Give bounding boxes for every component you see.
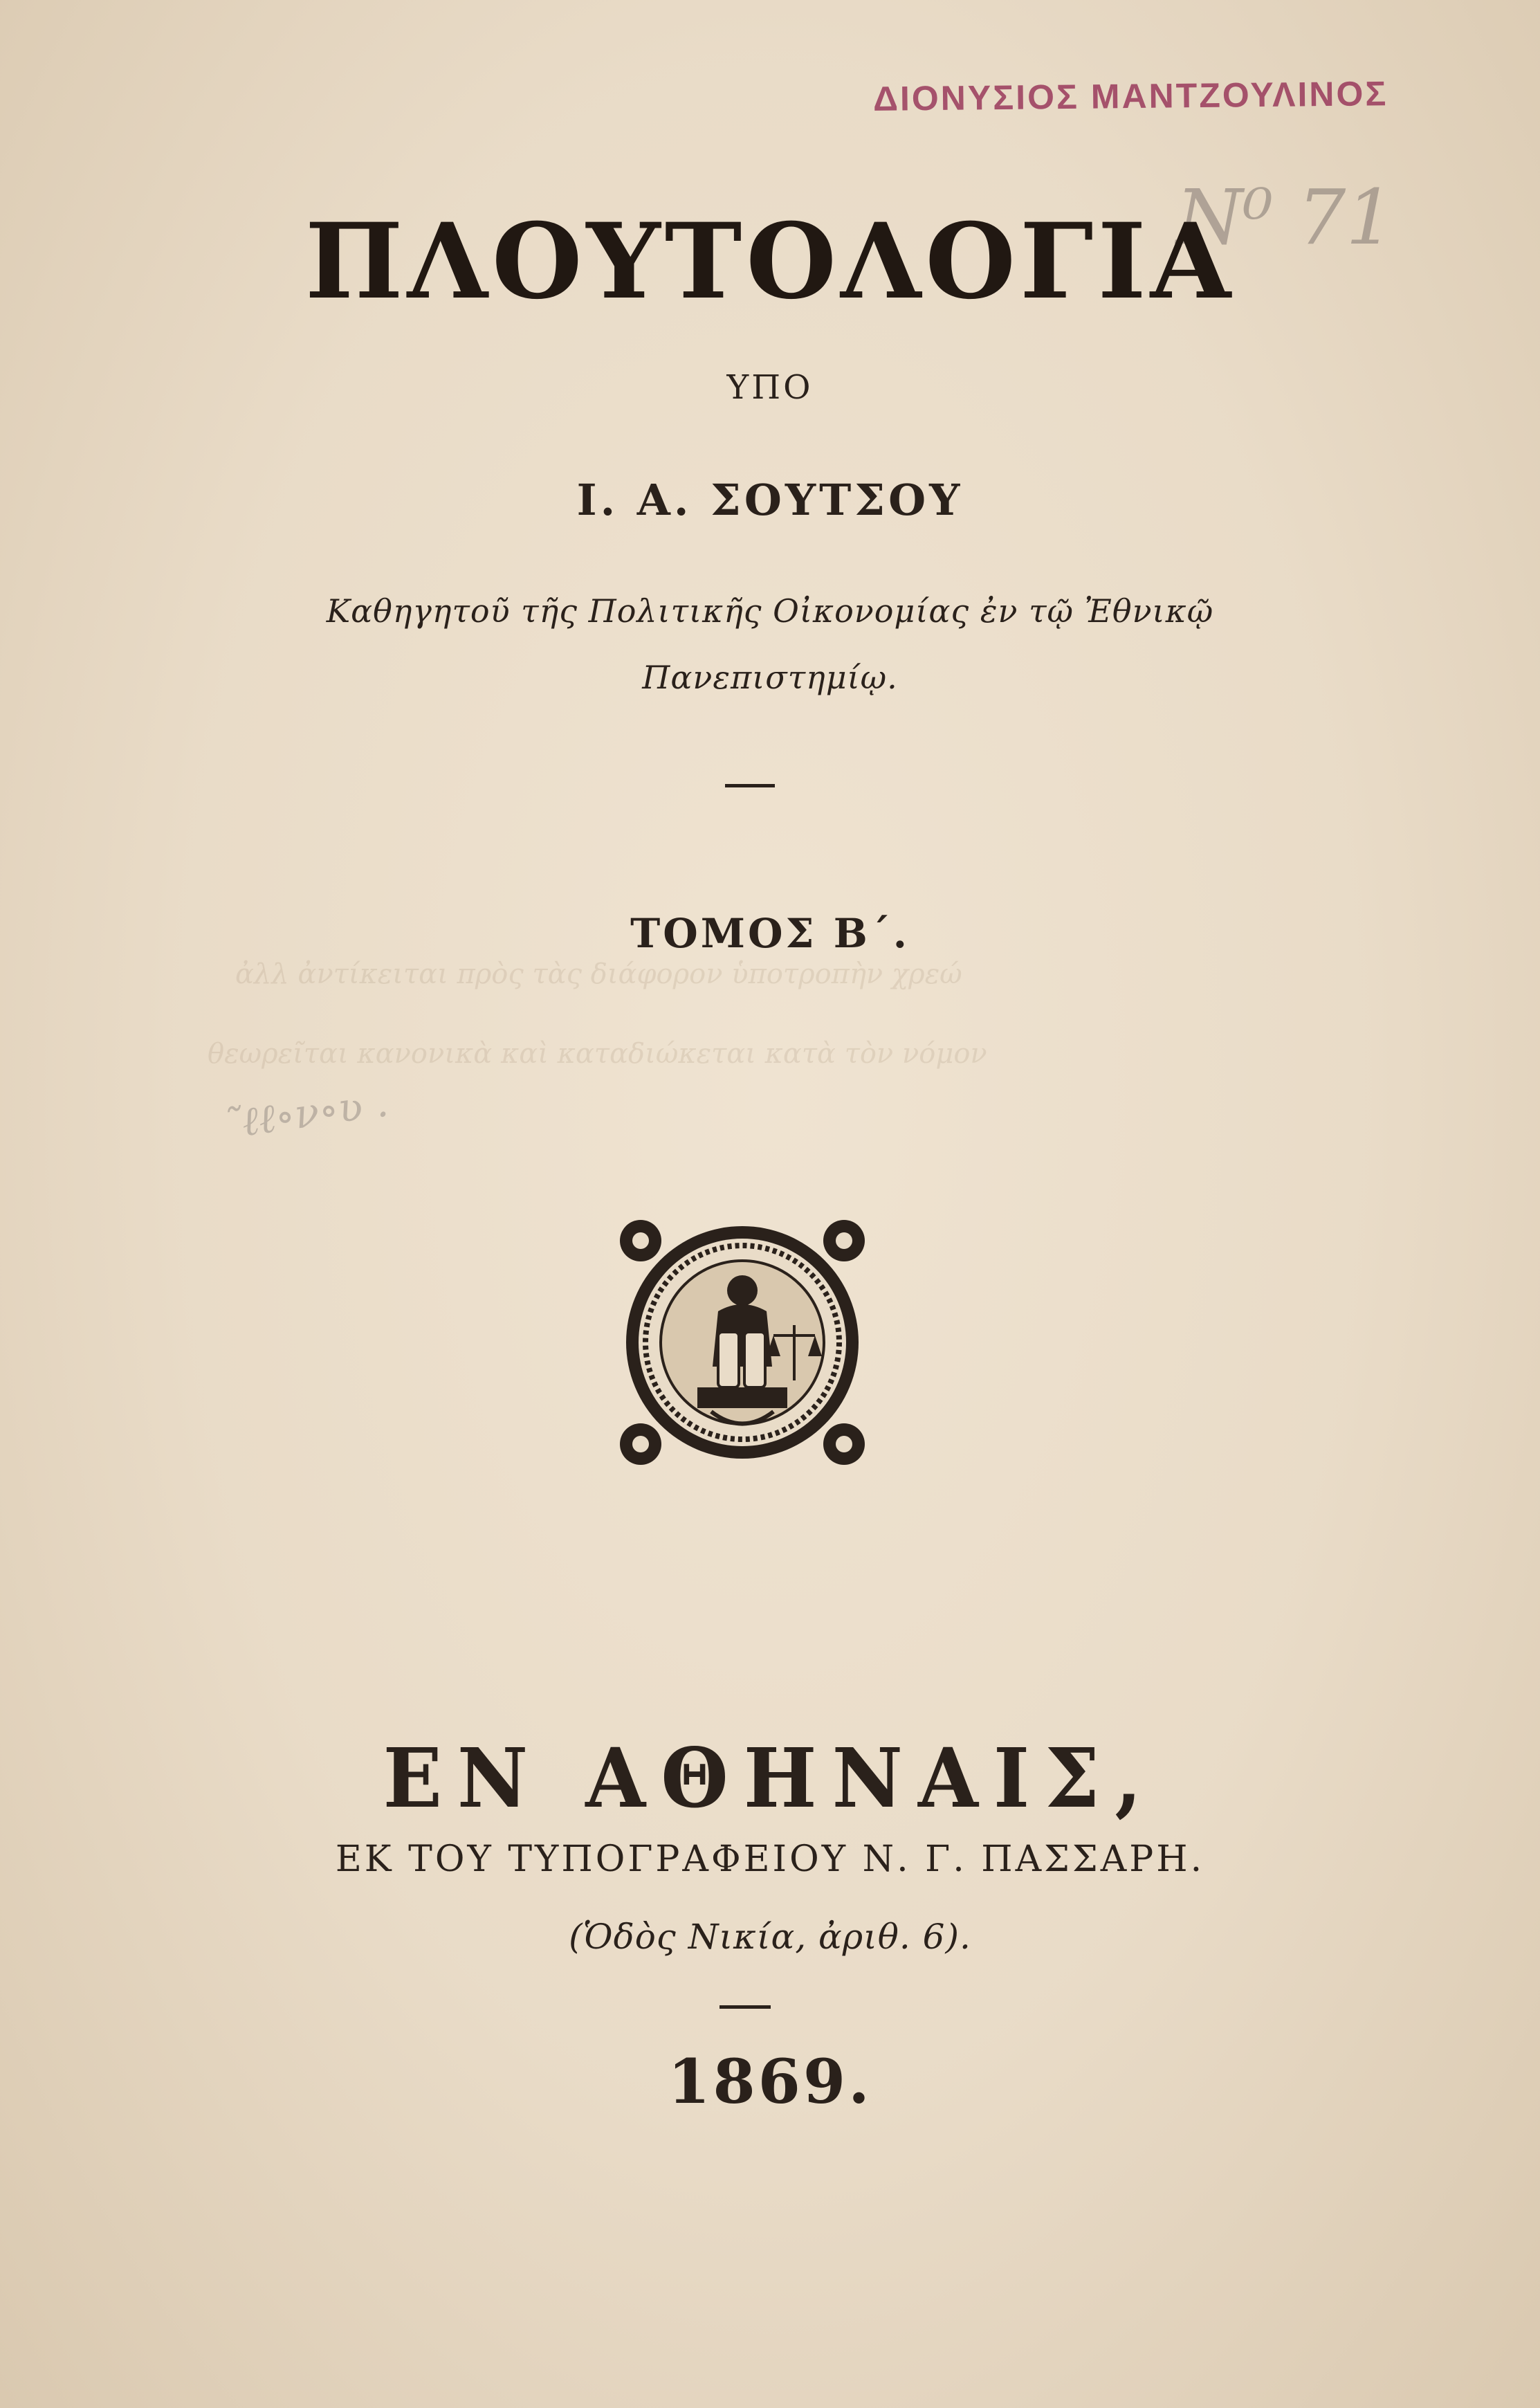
bleed-through-text: ἀλλ ἀντίκειται πρὸς τὰς διάφορον ὑποτροπὴν χρεώ <box>235 958 962 990</box>
printer-name: ΕΚ ΤΟΥ ΤΥΠΟΓΡΑΦΕΙΟΥ Ν. Γ. ΠΑΣΣΑΡΗ. <box>335 1839 1205 1880</box>
volume-number: ΤΟΜΟΣ Β΄. <box>630 910 910 957</box>
owner-stamp: ΔΙΟΝΥΣΙΟΣ ΜΑΝΤΖΟΥΛΙΝΟΣ <box>872 74 1388 118</box>
publication-year: 1869. <box>668 2045 872 2117</box>
author-position-line1: Καθηγητοῦ τῆς Πολιτικῆς Οἰκονομίας ἐν τῷ Ἐθνικῷ <box>326 592 1214 630</box>
by-label: ΥΠΟ <box>726 368 814 407</box>
book-title: ΠΛΟΥΤΟΛΟΓΙΑ <box>304 201 1236 322</box>
publication-place: ΕΝ ΑΘΗΝΑΙΣ, <box>383 1731 1157 1827</box>
divider-rule <box>725 784 775 787</box>
pencil-scribble: ˜ℓℓ∘ν∘ʋ . <box>219 1078 392 1149</box>
author-name: Ι. Α. ΣΟΥΤΣΟΥ <box>576 475 964 525</box>
printer-address: (Ὁδὸς Νικία, ἀριθ. 6). <box>569 1917 971 1957</box>
handwritten-number: Ν⁰ 71 <box>1176 173 1395 262</box>
author-position-line2: Πανεπιστημίῳ. <box>642 659 898 696</box>
divider-rule <box>719 2005 771 2009</box>
bleed-through-text: θεωρεῖται κανονικὰ καὶ καταδιώκεται κατὰ τὸν νόμον <box>208 1038 987 1070</box>
printer-emblem <box>614 1214 870 1470</box>
